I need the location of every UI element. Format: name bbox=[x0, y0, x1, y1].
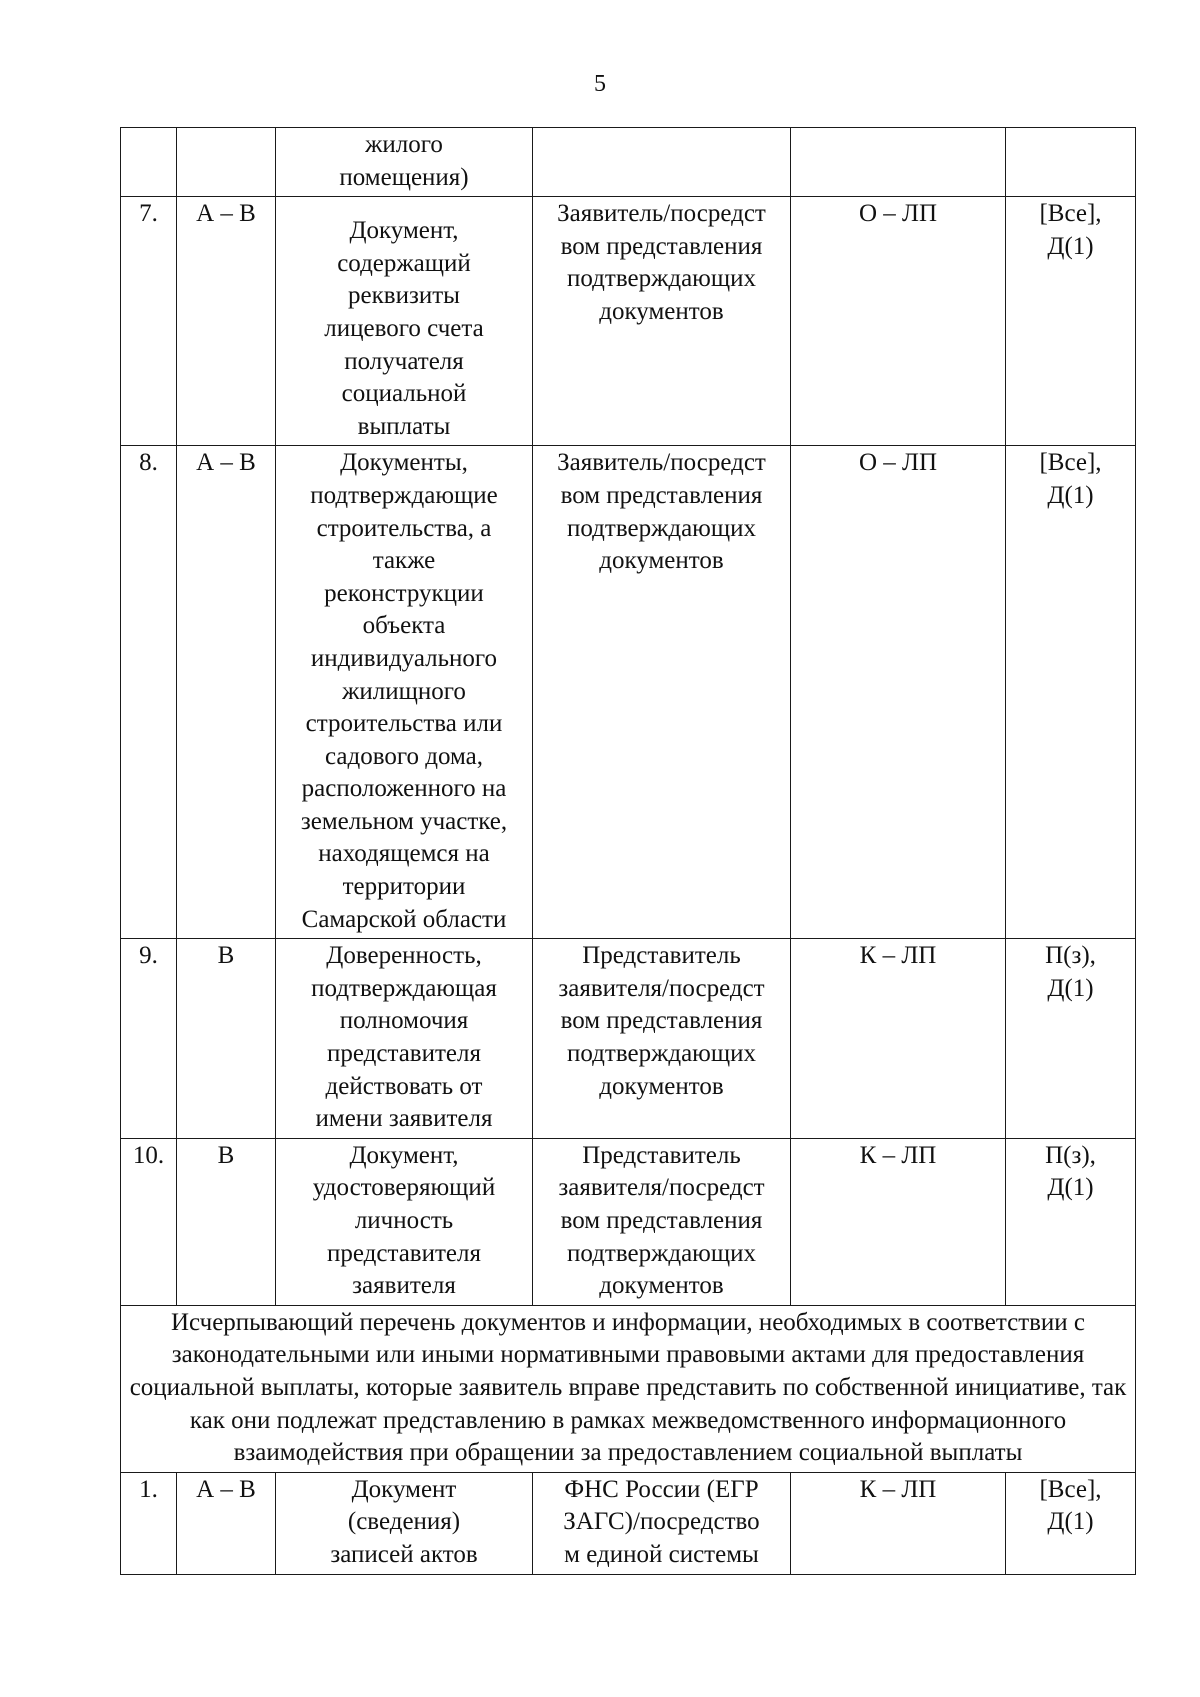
document-cell: Документ (сведения) записей актов bbox=[276, 1472, 533, 1574]
row-number-cell: 9. bbox=[121, 939, 177, 1139]
category-cell: В bbox=[177, 1138, 276, 1305]
source-cell: Заявитель/посредст вом представления подтверждающих документов bbox=[533, 197, 791, 446]
section-header: Исчерпывающий перечень документов и информации, необходимых в соответствии с законодательными или иными нормативными правовыми актами для предоставления социальной выплаты, которые заявитель вправе представить по собственной инициативе, так как они подлежат представлению в рамках межведомственного информационного взаимодействия при обращении за предоставлением социальной выплаты bbox=[121, 1305, 1136, 1472]
source-cell: Представитель заявителя/посредст вом представления подтверждающих документов bbox=[533, 939, 791, 1139]
usage-cell: [Все], Д(1) bbox=[1006, 446, 1136, 939]
page-number: 5 bbox=[594, 71, 606, 97]
usage-cell bbox=[1006, 128, 1136, 197]
document-cell: жилого помещения) bbox=[276, 128, 533, 197]
documents-table bbox=[120, 127, 1136, 1575]
row-number-cell: 8. bbox=[121, 446, 177, 939]
category-cell: А – В bbox=[177, 197, 276, 446]
category-cell: А – В bbox=[177, 1472, 276, 1574]
row-number-cell bbox=[121, 128, 177, 197]
source-cell: Заявитель/посредст вом представления подтверждающих документов bbox=[533, 446, 791, 939]
category-cell: А – В bbox=[177, 446, 276, 939]
form-cell: К – ЛП bbox=[791, 1472, 1006, 1574]
source-cell: Представитель заявителя/посредст вом представления подтверждающих документов bbox=[533, 1138, 791, 1305]
row-number-cell: 10. bbox=[121, 1138, 177, 1305]
form-cell: К – ЛП bbox=[791, 939, 1006, 1139]
document-cell: Документ, содержащий реквизиты лицевого счета получателя социальной выплаты bbox=[276, 197, 533, 446]
source-cell bbox=[533, 128, 791, 197]
document-cell: Доверенность, подтверждающая полномочия представителя действовать от имени заявителя bbox=[276, 939, 533, 1139]
category-cell bbox=[177, 128, 276, 197]
form-cell: О – ЛП bbox=[791, 446, 1006, 939]
table-row bbox=[121, 939, 1136, 1139]
table-body bbox=[121, 128, 1136, 1575]
document-cell: Документы, подтверждающие строительства, а также реконструкции объекта индивидуального жилищного строительства или садового дома, расположенного на земельном участке, находящемся на территории Самарской области bbox=[276, 446, 533, 939]
table-row bbox=[121, 1138, 1136, 1305]
table-row bbox=[121, 197, 1136, 446]
row-number-cell: 1. bbox=[121, 1472, 177, 1574]
category-cell: В bbox=[177, 939, 276, 1139]
row-number-cell: 7. bbox=[121, 197, 177, 446]
usage-cell: [Все], Д(1) bbox=[1006, 1472, 1136, 1574]
table-row bbox=[121, 128, 1136, 197]
form-cell: О – ЛП bbox=[791, 197, 1006, 446]
table-row bbox=[121, 446, 1136, 939]
document-cell: Документ, удостоверяющий личность представителя заявителя bbox=[276, 1138, 533, 1305]
usage-cell: П(з), Д(1) bbox=[1006, 1138, 1136, 1305]
source-cell: ФНС России (ЕГР ЗАГС)/посредство м единой системы bbox=[533, 1472, 791, 1574]
usage-cell: П(з), Д(1) bbox=[1006, 939, 1136, 1139]
section-header-row bbox=[121, 1305, 1136, 1472]
form-cell bbox=[791, 128, 1006, 197]
usage-cell: [Все], Д(1) bbox=[1006, 197, 1136, 446]
form-cell: К – ЛП bbox=[791, 1138, 1006, 1305]
table-row bbox=[121, 1472, 1136, 1574]
